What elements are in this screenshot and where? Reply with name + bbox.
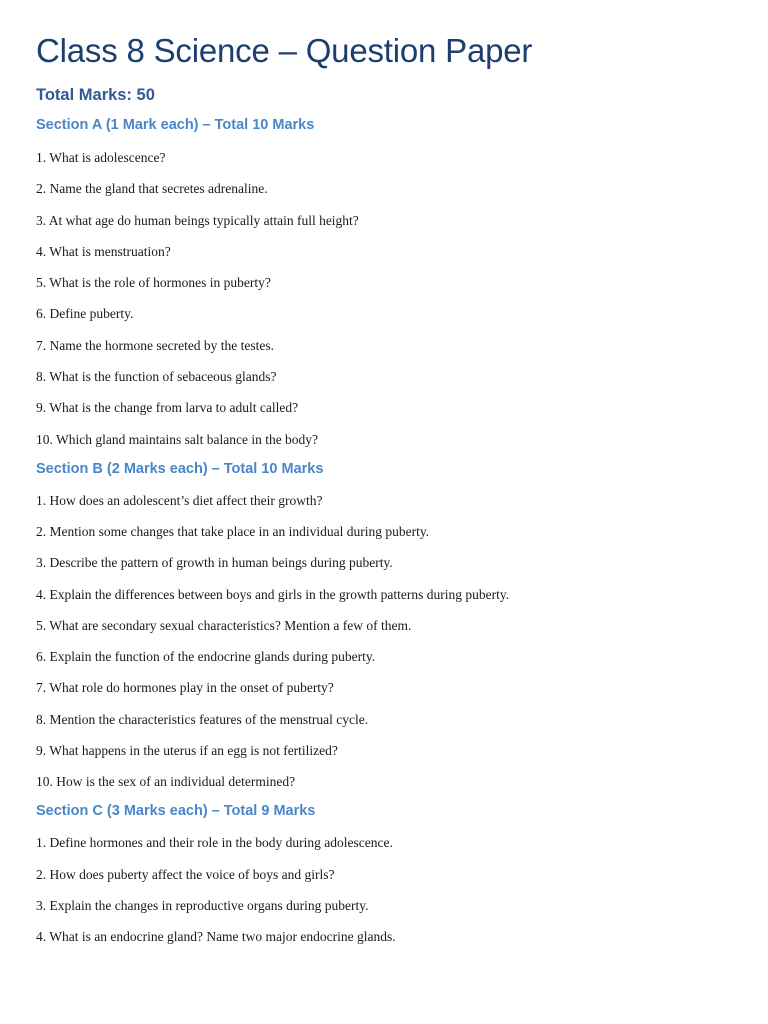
- question-item: 8. What is the function of sebaceous glands?: [36, 369, 277, 385]
- question-item: 5. What is the role of hormones in puberty?: [36, 275, 271, 291]
- question-item: 7. Name the hormone secreted by the testes.: [36, 337, 275, 353]
- question-item: 3. At what age do human beings typically attain full height?: [36, 212, 359, 228]
- question-item: 6. Define puberty.: [36, 306, 134, 322]
- question-item: 2. Mention some changes that take place in an individual during puberty.: [36, 523, 430, 539]
- question-item: 8. Mention the characteristics features of the menstrual cycle.: [36, 711, 369, 727]
- question-item: 2. Name the gland that secretes adrenaline.: [36, 181, 268, 197]
- question-item: 7. What role do hormones play in the onset of puberty?: [36, 680, 334, 696]
- total-marks: Total Marks: 50: [36, 86, 155, 104]
- question-item: 10. Which gland maintains salt balance in the body?: [36, 431, 319, 447]
- page-title: Class 8 Science – Question Paper: [36, 32, 533, 69]
- question-item: 9. What is the change from larva to adult called?: [36, 400, 299, 416]
- question-item: 4. What is menstruation?: [36, 243, 171, 259]
- question-item: 1. How does an adolescent’s diet affect their growth?: [36, 492, 323, 508]
- question-item: 9. What happens in the uterus if an egg is not fertilized?: [36, 743, 338, 759]
- section-b-heading: Section B (2 Marks each) – Total 10 Marks: [36, 460, 324, 477]
- section-c-heading: Section C (3 Marks each) – Total 9 Marks: [36, 803, 316, 820]
- section-b-question-list: [36, 492, 732, 791]
- section-a-heading: Section A (1 Mark each) – Total 10 Marks: [36, 117, 315, 133]
- question-item: 3. Describe the pattern of growth in human beings during puberty.: [36, 555, 393, 571]
- question-item: 5. What are secondary sexual characteristics? Mention a few of them.: [36, 617, 412, 633]
- question-item: 4. What is an endocrine gland? Name two major endocrine glands.: [36, 929, 396, 945]
- question-item: 6. Explain the function of the endocrine glands during puberty.: [36, 649, 376, 665]
- section-a-question-list: [36, 149, 732, 448]
- question-item: 10. How is the sex of an individual determined?: [36, 774, 296, 790]
- section-c-question-list: [36, 834, 732, 945]
- question-item: 1. What is adolescence?: [36, 150, 166, 165]
- question-item: 2. How does puberty affect the voice of boys and girls?: [36, 866, 335, 882]
- question-item: 1. Define hormones and their role in the body during adolescence.: [36, 835, 393, 851]
- question-item: 4. Explain the differences between boys and girls in the growth patterns during puberty.: [36, 586, 510, 602]
- question-item: 3. Explain the changes in reproductive organs during puberty.: [36, 897, 369, 913]
